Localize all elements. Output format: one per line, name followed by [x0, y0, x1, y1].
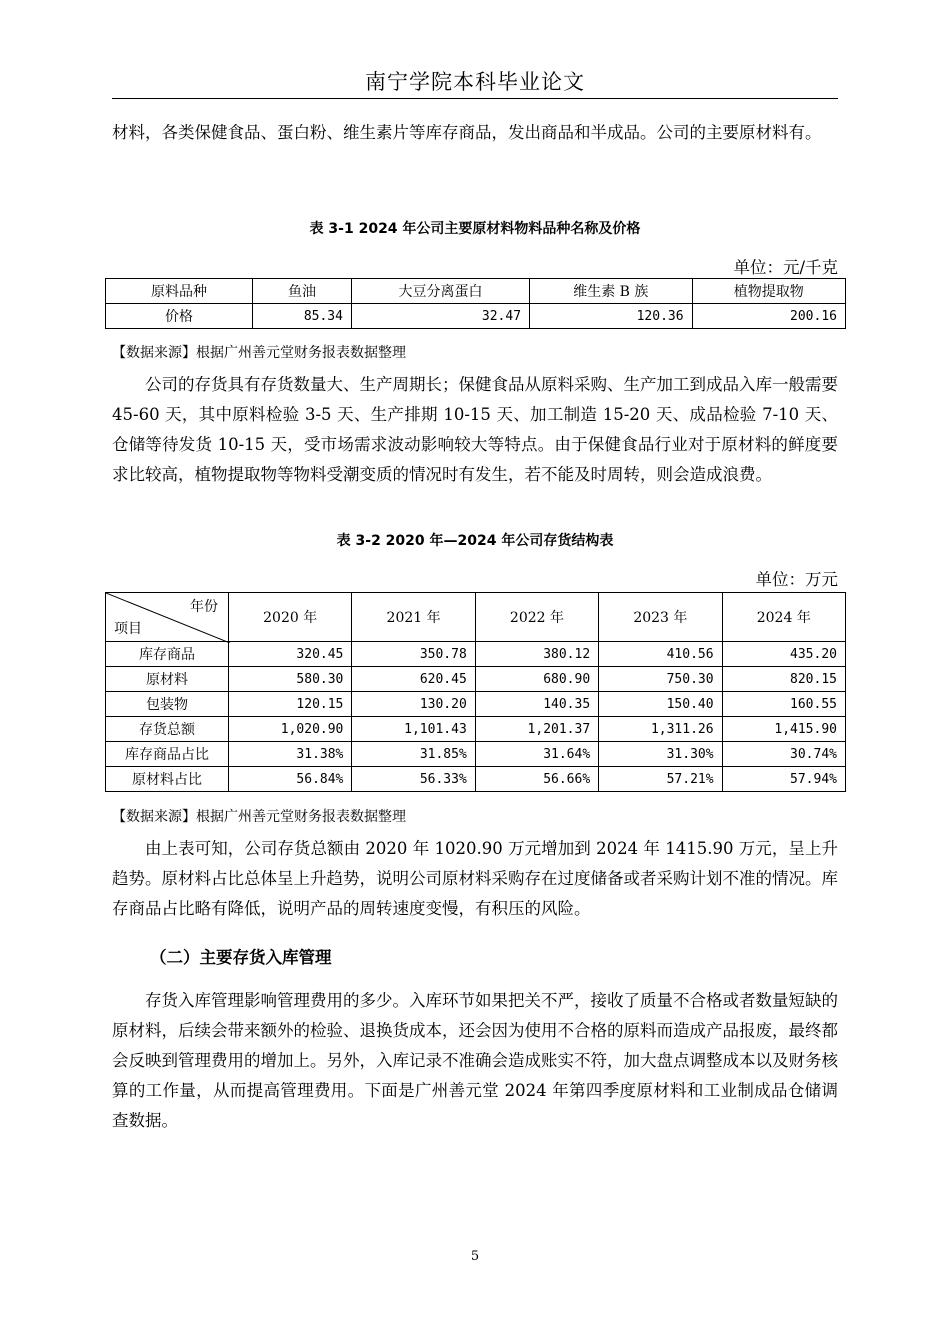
table2-row — [106, 667, 846, 692]
table2-cell: 57.94% — [722, 767, 845, 792]
table2-cell: 1,201.37 — [475, 717, 598, 742]
table1-header-cell: 维生素 B 族 — [530, 279, 693, 304]
table2-row — [106, 717, 846, 742]
corner-label-year: 年份 — [190, 599, 218, 615]
table2-cell: 140.35 — [475, 692, 598, 717]
table2-row-label: 库存商品占比 — [106, 742, 229, 767]
table1-header-cell: 鱼油 — [253, 279, 352, 304]
table2-cell: 31.38% — [229, 742, 352, 767]
table2-cell: 820.15 — [722, 667, 845, 692]
table1-header-row — [106, 279, 846, 304]
header-rule — [112, 98, 838, 99]
page-header-title: 南宁学院本科毕业论文 — [365, 70, 585, 94]
table2-cell: 130.20 — [352, 692, 475, 717]
table2-row — [106, 742, 846, 767]
table2-cell: 150.40 — [599, 692, 722, 717]
corner-label-item: 项目 — [114, 621, 142, 637]
table2-cell: 30.74% — [722, 742, 845, 767]
paragraph-4: 存货入库管理影响管理费用的多少。入库环节如果把关不严，接收了质量不合格或者数量短缺的原材料，后续会带来额外的检验、退换货成本，还会因为使用不合格的原料而造成产品报废，最终都会反映到管理费用的增加上。另外，入库记录不准确会造成账实不符，加大盘点调整成本以及财务核算的工作量，从而提高管理费用。下面是广州善元堂 2024 年第四季度原材料和工业制成品仓储调查数据。 — [112, 991, 838, 1130]
table2-cell: 750.30 — [599, 667, 722, 692]
table2-cell: 1,020.90 — [229, 717, 352, 742]
table2 — [105, 592, 846, 792]
table1-row-label: 价格 — [106, 304, 253, 329]
table2-row-label: 原材料 — [106, 667, 229, 692]
table2-caption: 表 3-2 2020 年—2024 年公司存货结构表 — [336, 533, 614, 549]
table1-row — [106, 304, 846, 329]
table1-cell: 85.34 — [253, 304, 352, 329]
table1-cell: 120.36 — [530, 304, 693, 329]
table2-cell: 31.85% — [352, 742, 475, 767]
table2-cell: 57.21% — [599, 767, 722, 792]
table2-year-header: 2020 年 — [229, 593, 352, 642]
table2-header-row — [106, 593, 846, 642]
table1-cell: 32.47 — [351, 304, 529, 329]
table2-cell: 1,101.43 — [352, 717, 475, 742]
table2-cell: 435.20 — [722, 642, 845, 667]
table2-row — [106, 692, 846, 717]
table1-source: 【数据来源】根据广州善元堂财务报表数据整理 — [112, 345, 406, 361]
table2-cell: 1,311.26 — [599, 717, 722, 742]
table2-source: 【数据来源】根据广州善元堂财务报表数据整理 — [112, 809, 406, 825]
table2-unit: 单位：万元 — [755, 570, 838, 589]
table2-cell: 380.12 — [475, 642, 598, 667]
table1-caption: 表 3-1 2024 年公司主要原材料物料品种名称及价格 — [309, 221, 641, 237]
table2-cell: 320.45 — [229, 642, 352, 667]
table2-cell: 160.55 — [722, 692, 845, 717]
table2-year-header: 2024 年 — [722, 593, 845, 642]
table2-cell: 120.15 — [229, 692, 352, 717]
table1-unit: 单位：元/千克 — [733, 258, 838, 277]
page-number: 5 — [470, 1249, 480, 1264]
table2-row-label: 包装物 — [106, 692, 229, 717]
table2-cell: 31.30% — [599, 742, 722, 767]
table2-row — [106, 767, 846, 792]
table2-cell: 31.64% — [475, 742, 598, 767]
paragraph-1: 材料，各类保健食品、蛋白粉、维生素片等库存商品，发出商品和半成品。公司的主要原材料有。 — [112, 123, 822, 142]
table1-cell: 200.16 — [692, 304, 845, 329]
table2-row-label: 库存商品 — [106, 642, 229, 667]
table1-header-cell: 原料品种 — [106, 279, 253, 304]
paragraph-3: 由上表可知，公司存货总额由 2020 年 1020.90 万元增加到 2024 年 1415.90 万元，呈上升趋势。原材料占比总体呈上升趋势，说明公司原材料采购存在过度储备或者采购计划不准的情况。库存商品占比略有降低，说明产品的周转速度变慢，有积压的风险。 — [112, 839, 838, 918]
table2-cell: 350.78 — [352, 642, 475, 667]
table1-header-cell: 植物提取物 — [692, 279, 845, 304]
table2-year-header: 2022 年 — [475, 593, 598, 642]
table2-corner-cell — [106, 593, 229, 642]
table1-header-cell: 大豆分离蛋白 — [351, 279, 529, 304]
table2-year-header: 2023 年 — [599, 593, 722, 642]
table1 — [105, 278, 846, 329]
table2-cell: 620.45 — [352, 667, 475, 692]
table2-cell: 410.56 — [599, 642, 722, 667]
table2-cell: 680.90 — [475, 667, 598, 692]
table2-cell: 580.30 — [229, 667, 352, 692]
table2-cell: 1,415.90 — [722, 717, 845, 742]
table2-row-label: 原材料占比 — [106, 767, 229, 792]
table2-year-header: 2021 年 — [352, 593, 475, 642]
table2-row — [106, 642, 846, 667]
paragraph-2: 公司的存货具有存货数量大、生产周期长；保健食品从原料采购、生产加工到成品入库一般需要 45-60 天，其中原料检验 3-5 天、生产排期 10-15 天、加工制造 15-20 天、成品检验 7-10 天、仓储等待发货 10-15 天，受市场需求波动影响较大等特点。由于保健食品行业对于原材料的鲜度要求比较高，植物提取物等物料受潮变质的情况时有发生，若不能及时周转，则会造成浪费。 — [112, 375, 838, 484]
table2-cell: 56.66% — [475, 767, 598, 792]
table2-cell: 56.84% — [229, 767, 352, 792]
table2-cell: 56.33% — [352, 767, 475, 792]
section-title: （二）主要存货入库管理 — [150, 948, 332, 967]
table2-row-label: 存货总额 — [106, 717, 229, 742]
